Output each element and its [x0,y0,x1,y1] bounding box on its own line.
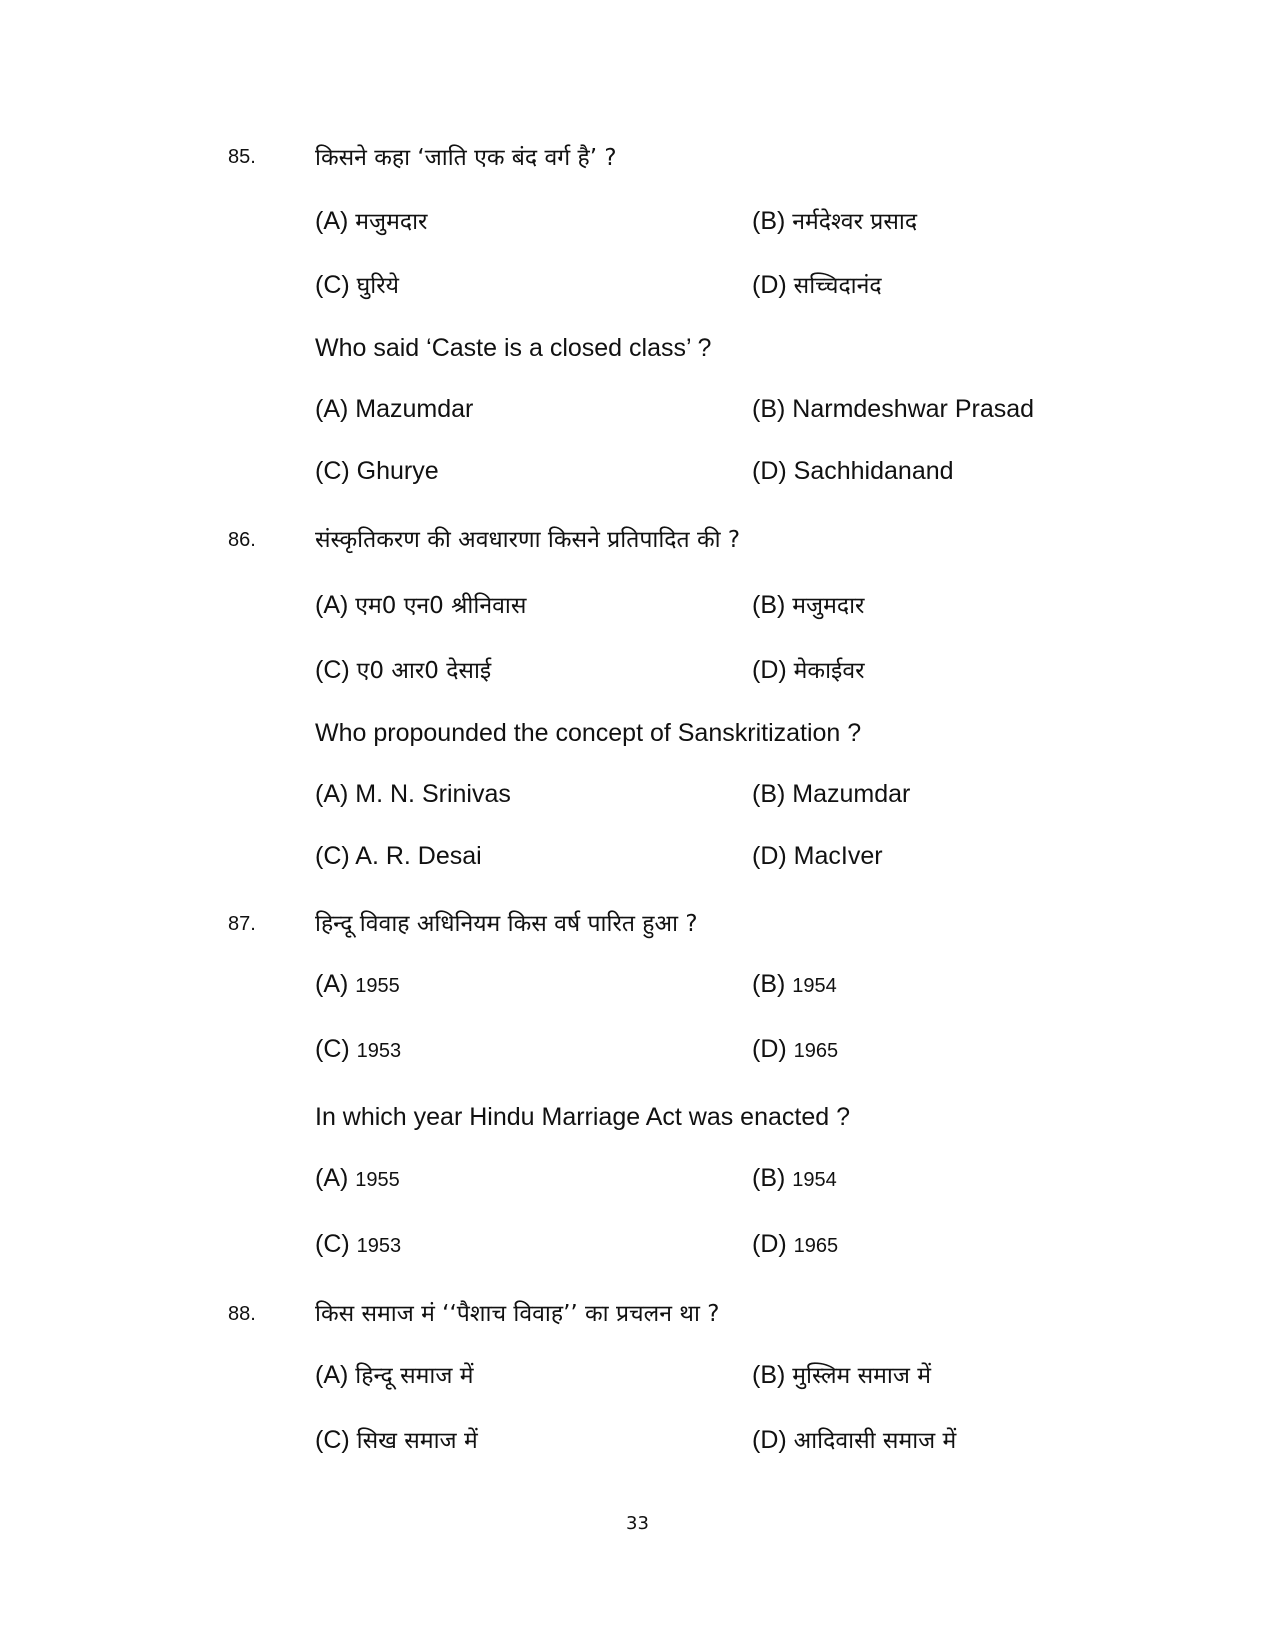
option-label: (B) [752,780,786,808]
option-label: (B) [752,591,786,619]
q87-english-option-d [752,1230,838,1259]
option-text: 1953 [356,1235,402,1257]
option-text: MacIver [793,842,883,870]
question-86-hindi-text: संस्कृतिकरण की अवधारणा किसने प्रतिपादित की ? [315,527,741,553]
q87-english-option-a [315,1164,400,1193]
q86-english-option-d [752,842,883,871]
option-label: (A) [315,1164,349,1192]
option-label: (A) [315,1361,349,1389]
option-text: 1954 [792,975,837,997]
option-text: मजुमदार [355,209,428,235]
option-text: Mazumdar [355,395,474,423]
q85-english-option-b [752,395,1034,424]
option-text: 1965 [793,1235,839,1257]
option-text: 1955 [355,975,400,997]
option-label: (A) [315,591,349,619]
option-label: (A) [315,395,349,423]
option-label: (D) [752,656,787,684]
question-86-english-text: Who propounded the concept of Sanskritization ? [315,719,862,747]
q86-english-option-b [752,780,910,809]
option-text: मुस्लिम समाज में [792,1363,931,1389]
option-label: (C) [315,1426,350,1454]
option-text: Mazumdar [792,780,911,808]
question-87-english-text: In which year Hindu Marriage Act was enacted ? [315,1103,850,1131]
option-label: (D) [752,271,787,299]
q87-english-option-c [315,1230,401,1259]
option-label: (C) [315,1230,350,1258]
option-text: Ghurye [356,457,439,485]
page-number: 33 [626,1513,649,1534]
option-label: (C) [315,842,350,870]
option-text: 1965 [793,1040,839,1062]
question-86-number: 86. [228,529,256,551]
question-85-hindi-text: किसने कहा ‘जाति एक बंद वर्ग है’ ? [315,145,617,171]
option-text: मजुमदार [792,593,865,619]
option-text: 1954 [792,1169,837,1191]
option-label: (A) [315,780,349,808]
q85-english-option-a [315,395,473,424]
option-text: ए0 आर0 देसाई [356,658,492,684]
question-87-number: 87. [228,913,256,935]
question-88-hindi-text: किस समाज मं ‘‘पैशाच विवाह’’ का प्रचलन था ? [315,1301,720,1327]
q86-hindi-option-b [752,588,864,620]
option-text: A. R. Desai [355,842,482,870]
option-text: हिन्दू समाज में [355,1363,474,1389]
option-label: (B) [752,207,786,235]
option-label: (B) [752,1164,786,1192]
option-label: (D) [752,1035,787,1063]
q86-hindi-option-d [752,653,865,685]
option-text: 1953 [356,1040,402,1062]
q85-hindi-option-a [315,204,427,236]
q87-hindi-option-a [315,970,400,999]
option-label: (D) [752,1230,787,1258]
option-label: (C) [315,1035,350,1063]
q85-english-option-d [752,457,954,486]
q87-english-option-b [752,1164,837,1193]
q87-hindi-option-d [752,1035,838,1064]
option-text: M. N. Srinivas [355,780,511,808]
q85-hindi-option-c [315,268,399,300]
option-text: नर्मदेश्वर प्रसाद [792,209,918,235]
option-label: (A) [315,970,349,998]
q86-english-option-a [315,780,511,809]
q87-hindi-option-c [315,1035,401,1064]
q85-hindi-option-d [752,268,882,300]
q88-hindi-option-a [315,1358,473,1390]
q88-hindi-option-c [315,1423,478,1455]
q88-hindi-option-b [752,1358,931,1390]
option-text: एम0 एन0 श्रीनिवास [355,593,527,619]
q85-english-option-c [315,457,439,486]
option-label: (B) [752,1361,786,1389]
option-label: (D) [752,457,787,485]
option-text: आदिवासी समाज में [793,1428,957,1454]
q86-hindi-option-a [315,588,526,620]
option-text: 1955 [355,1169,400,1191]
question-87-hindi-text: हिन्दू विवाह अधिनियम किस वर्ष पारित हुआ ? [315,911,698,937]
option-text: सच्चिदानंद [793,273,882,299]
option-label: (A) [315,207,349,235]
option-label: (B) [752,970,786,998]
question-85-english-text: Who said ‘Caste is a closed class’ ? [315,334,712,362]
q86-hindi-option-c [315,653,491,685]
option-label: (D) [752,1426,787,1454]
question-88-number: 88. [228,1303,256,1325]
q87-hindi-option-b [752,970,837,999]
option-text: मेकाईवर [793,658,865,684]
q86-english-option-c [315,842,482,871]
q88-hindi-option-d [752,1423,956,1455]
option-label: (C) [315,271,350,299]
q85-hindi-option-b [752,204,917,236]
option-text: सिख समाज में [356,1428,478,1454]
option-label: (D) [752,842,787,870]
option-text: घुरिये [356,273,399,299]
option-text: Sachhidanand [793,457,954,485]
option-label: (C) [315,457,350,485]
option-text: Narmdeshwar Prasad [792,395,1035,423]
option-label: (C) [315,656,350,684]
option-label: (B) [752,395,786,423]
question-85-number: 85. [228,146,256,168]
